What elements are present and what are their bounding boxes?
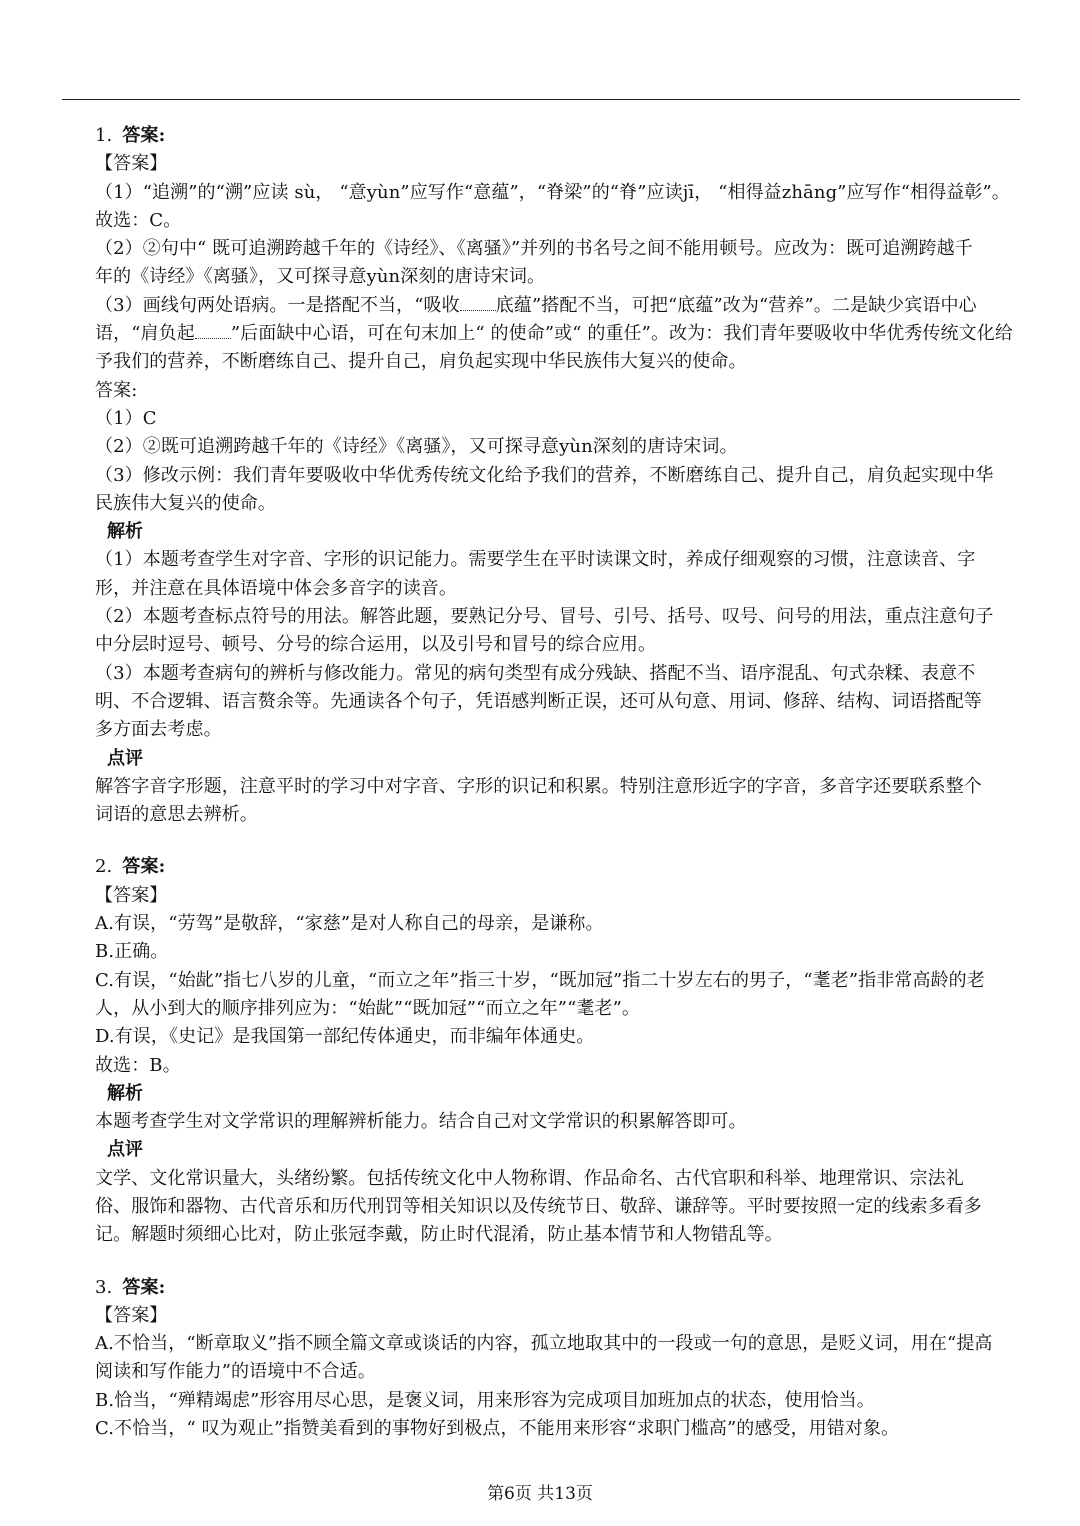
text-line: （2）②既可追溯跨越千年的《诗经》《离骚》，又可探寻意yùn深刻的唐诗宋词。 bbox=[95, 436, 738, 458]
text-line: 本题考查学生对文学常识的理解辨析能力。结合自己对文学常识的积累解答即可。 bbox=[95, 1111, 747, 1133]
spacer bbox=[95, 1250, 1045, 1274]
text-line: C.不恰当，“ 叹为观止”指赞美看到的事物好到极点，不能用来形容“求职门槛高”的感受，用错对象。 bbox=[95, 1418, 900, 1440]
text-line: 中分层时逗号、顿号、分号的综合运用，以及引号和冒号的综合应用。 bbox=[95, 634, 657, 656]
text-line: 民族伟大复兴的使命。 bbox=[95, 492, 276, 514]
header-rule bbox=[62, 99, 1020, 100]
text-line: 俗、服饰和器物、古代音乐和历代刑罚等相关知识以及传统节日、敬辞、谦辞等。平时要按照一定的线索多看多 bbox=[95, 1195, 982, 1217]
text-line: （1）“追溯”的“溯”应读 sù， “意yùn”应写作“意蕴”，“脊梁”的“脊”应读jī， “相得益zhāng”应写作“相得益彰”。 bbox=[95, 181, 1010, 203]
text-line: （1）C bbox=[95, 407, 157, 429]
text-line: 年的《诗经》《离骚》，又可探寻意yùn深刻的唐诗宋词。 bbox=[95, 266, 546, 288]
text-line: 明、不合逻辑、语言赘余等。先通读各个句子，凭语感判断正误，还可从句意、用词、修辞、结构、词语搭配等 bbox=[95, 690, 982, 712]
document-body bbox=[95, 122, 1045, 1443]
text-line: 词语的意思去辨析。 bbox=[95, 804, 258, 826]
text-line: （3）画线句两处语病。一是搭配不当，“吸收 底蕴”搭配不当，可把“底蕴”改为“营养”。二是缺少宾语中心 bbox=[95, 294, 977, 316]
answer-tag: 【答案】 bbox=[95, 1304, 168, 1326]
question-3-heading: 3. 答案: bbox=[95, 1276, 166, 1298]
text-line: 记。解题时须细心比对，防止张冠李戴，防止时代混淆，防止基本情节和人物错乱等。 bbox=[95, 1224, 783, 1246]
dotted-blank bbox=[460, 294, 496, 311]
text-line: 阅读和写作能力”的语境中不合适。 bbox=[95, 1361, 376, 1383]
text-line: （1）本题考查学生对字音、字形的识记能力。需要学生在平时读课文时，养成仔细观察的习惯，注意读音、字 bbox=[95, 549, 976, 571]
answer-label: 答案: bbox=[95, 379, 138, 401]
text-line: （2）本题考查标点符号的用法。解答此题，要熟记分号、冒号、引号、括号、叹号、问号的用法，重点注意句子 bbox=[95, 606, 994, 628]
text-line: （3）修改示例：我们青年要吸收中华优秀传统文化给予我们的营养，不断磨练自己、提升自己，肩负起实现中华 bbox=[95, 464, 994, 486]
dotted-blank bbox=[195, 322, 231, 339]
text-line: 解答字音字形题，注意平时的学习中对字音、字形的识记和积累。特别注意形近字的字音，多音字还要联系整个 bbox=[95, 775, 982, 797]
analysis-heading: 解析 bbox=[107, 1082, 143, 1104]
answer-tag: 【答案】 bbox=[95, 153, 168, 175]
text-line: 形，并注意在具体语境中体会多音字的读音。 bbox=[95, 577, 457, 599]
text-line: 多方面去考虑。 bbox=[95, 719, 222, 741]
text-line: D.有误，《史记》是我国第一部纪传体通史，而非编年体通史。 bbox=[95, 1026, 595, 1048]
question-1-heading: 1. 答案: bbox=[95, 125, 166, 146]
text-line: A.不恰当，“断章取义”指不顾全篇文章或谈话的内容，孤立地取其中的一段或一句的意思，是贬义词，用在“提高 bbox=[95, 1333, 993, 1355]
page-footer: 第6页 共13页 bbox=[487, 1484, 593, 1504]
text-line: 故选：C。 bbox=[95, 209, 182, 231]
comment-heading: 点评 bbox=[107, 747, 143, 769]
analysis-heading: 解析 bbox=[107, 521, 143, 543]
text-line: 语，“肩负起 ”后面缺中心语，可在句末加上“ 的使命”或“ 的重任”。改为：我们青年要吸收中华优秀传统文化给 bbox=[95, 323, 1013, 345]
answer-tag: 【答案】 bbox=[95, 884, 168, 906]
text-line: （3）本题考查病句的辨析与修改能力。常见的病句类型有成分残缺、搭配不当、语序混乱、句式杂糅、表意不 bbox=[95, 662, 976, 684]
spacer bbox=[95, 829, 1045, 853]
text-line: 予我们的营养，不断磨练自己、提升自己，肩负起实现中华民族伟大复兴的使命。 bbox=[95, 351, 747, 373]
text-line: 人，从小到大的顺序排列应为：“始龀”“既加冠”“而立之年”“耄老”。 bbox=[95, 997, 641, 1019]
question-2-heading: 2. 答案: bbox=[95, 856, 166, 878]
text-line: 文学、文化常识量大，头绪纷繁。包括传统文化中人物称谓、作品命名、古代官职和科举、地理常识、宗法礼 bbox=[95, 1167, 964, 1189]
text-line: A.有误，“劳驾”是敬辞，“家慈”是对人称自己的母亲，是谦称。 bbox=[95, 913, 604, 935]
text-line: C.有误，“始龀”指七八岁的儿童，“而立之年”指三十岁，“既加冠”指二十岁左右的男子，“耄老”指非常高龄的老 bbox=[95, 969, 985, 991]
text-line: 故选：B。 bbox=[95, 1054, 181, 1076]
text-line: B.恰当，“殚精竭虑”形容用尽心思，是褒义词，用来形容为完成项目加班加点的状态，使用恰当。 bbox=[95, 1389, 875, 1411]
comment-heading: 点评 bbox=[107, 1139, 143, 1161]
text-line: （2）②句中“ 既可追溯跨越千年的《诗经》、《离骚》”并列的书名号之间不能用顿号。应改为：既可追溯跨越千 bbox=[95, 238, 973, 260]
text-line: B.正确。 bbox=[95, 941, 169, 963]
